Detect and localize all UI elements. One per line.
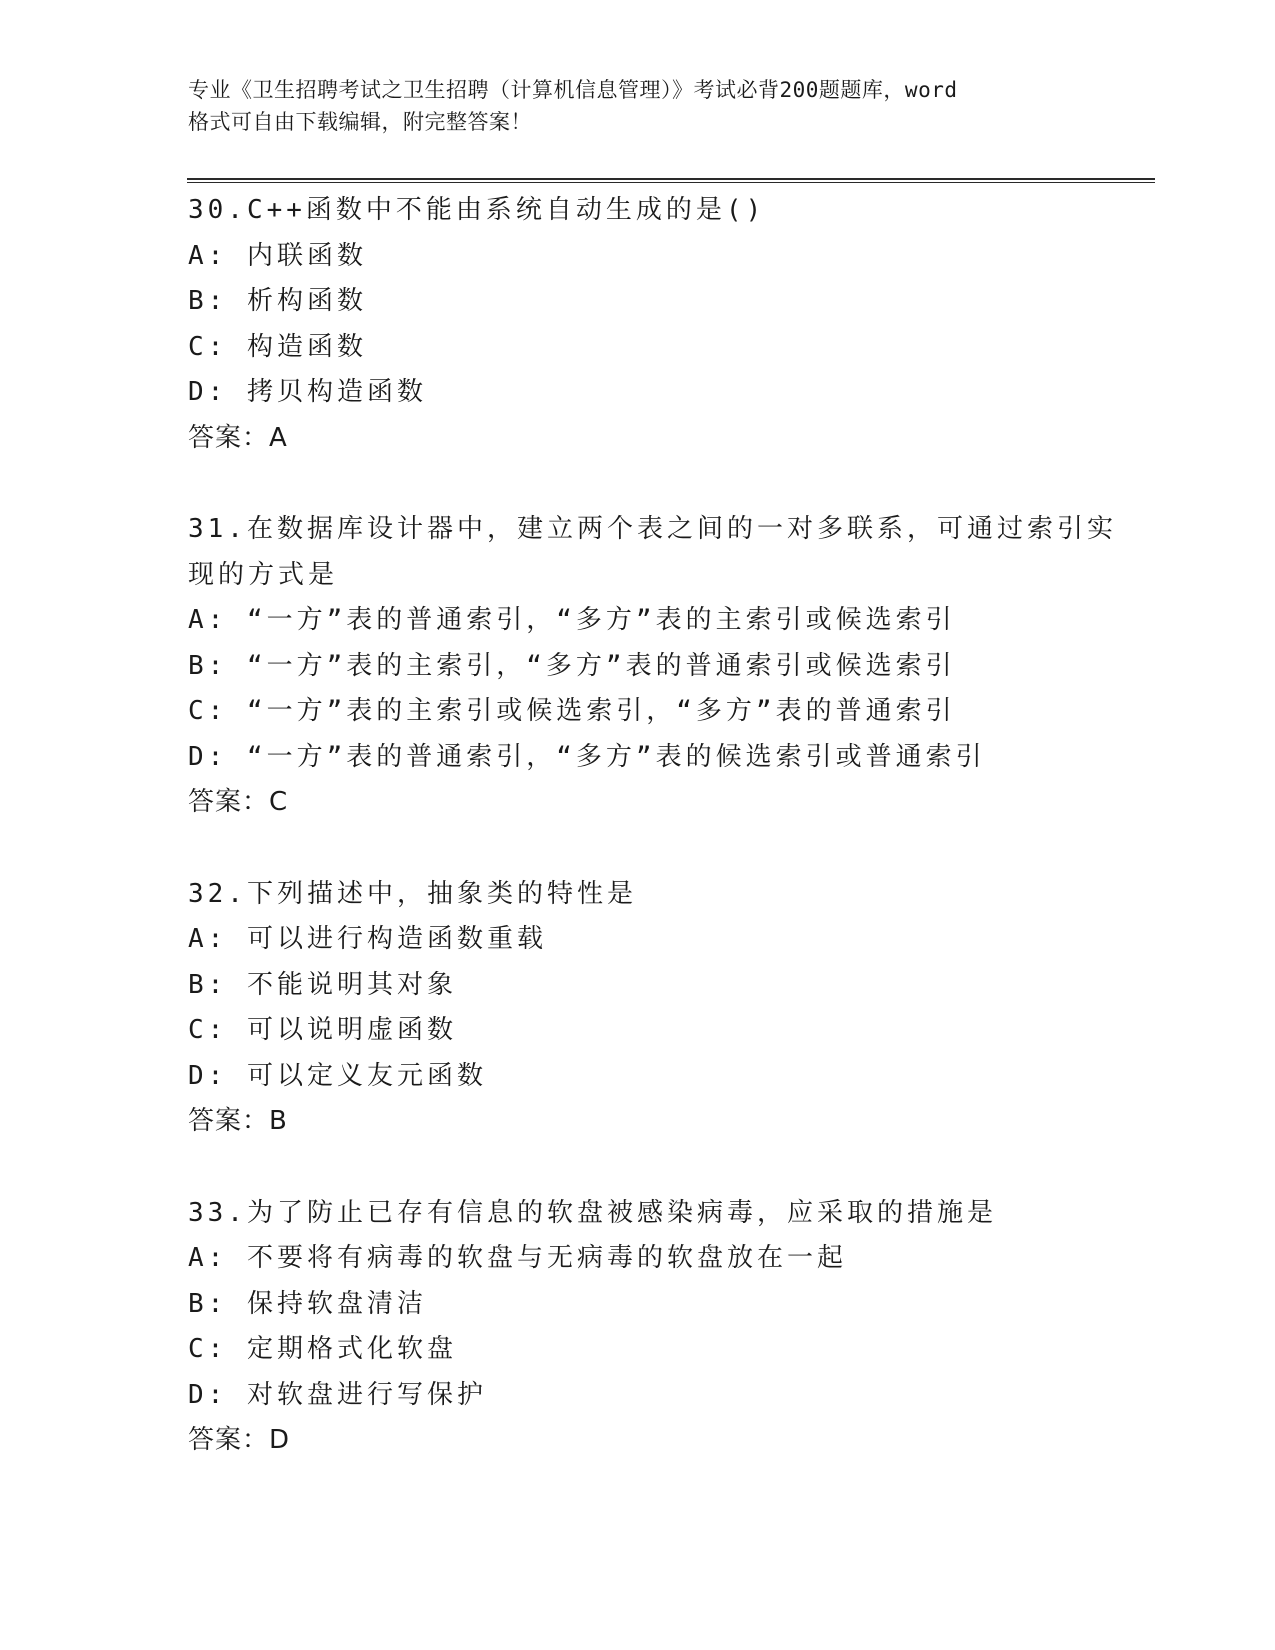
header-line-1: 专业《卫生招聘考试之卫生招聘（计算机信息管理）》考试必背200题题库，word [188, 78, 958, 102]
option-a: A: 可以进行构造函数重载 [188, 924, 547, 954]
document-header [188, 74, 1088, 138]
question-stem-line-1: 31.在数据库设计器中，建立两个表之间的一对多联系，可通过索引实 [188, 514, 1117, 544]
question-list [188, 188, 1117, 1510]
question-32 [188, 872, 1088, 1145]
option-c: C: “一方”表的主索引或候选索引，“多方”表的普通索引 [188, 696, 956, 726]
option-a: A: 不要将有病毒的软盘与无病毒的软盘放在一起 [188, 1243, 847, 1273]
answer-key: 答案：B [188, 1106, 288, 1136]
question-30 [188, 188, 1088, 461]
option-a: A: “一方”表的普通索引，“多方”表的主索引或候选索引 [188, 605, 956, 635]
option-c: C: 定期格式化软盘 [188, 1334, 457, 1364]
option-d: D: 可以定义友元函数 [188, 1060, 487, 1091]
option-b: B: 不能说明其对象 [188, 969, 457, 1000]
option-b: B: 保持软盘清洁 [188, 1288, 427, 1319]
option-c: C: 构造函数 [188, 331, 367, 362]
option-b: B: 析构函数 [188, 286, 367, 316]
header-divider-thick [187, 178, 1155, 180]
option-c: C: 可以说明虚函数 [188, 1015, 457, 1045]
option-a: A: 内联函数 [188, 240, 367, 271]
header-line-2: 格式可自由下载编辑，附完整答案！ [188, 110, 532, 134]
answer-key: 答案：D [188, 1425, 291, 1455]
question-stem: 30.C++函数中不能由系统自动生成的是() [188, 195, 766, 225]
answer-key: 答案：A [188, 422, 288, 453]
question-stem-line-2: 现的方式是 [188, 559, 339, 590]
question-stem: 32.下列描述中，抽象类的特性是 [188, 878, 637, 909]
option-d: D: “一方”表的普通索引，“多方”表的候选索引或普通索引 [188, 741, 986, 772]
header-divider-thin [187, 182, 1155, 183]
question-stem: 33.为了防止已存有信息的软盘被感染病毒，应采取的措施是 [188, 1197, 997, 1228]
option-d: D: 对软盘进行写保护 [188, 1379, 487, 1410]
option-d: D: 拷贝构造函数 [188, 377, 427, 407]
option-b: B: “一方”表的主索引，“多方”表的普通索引或候选索引 [188, 650, 956, 681]
question-31 [188, 507, 1117, 826]
answer-key: 答案：C [188, 787, 289, 817]
question-33 [188, 1191, 1088, 1464]
